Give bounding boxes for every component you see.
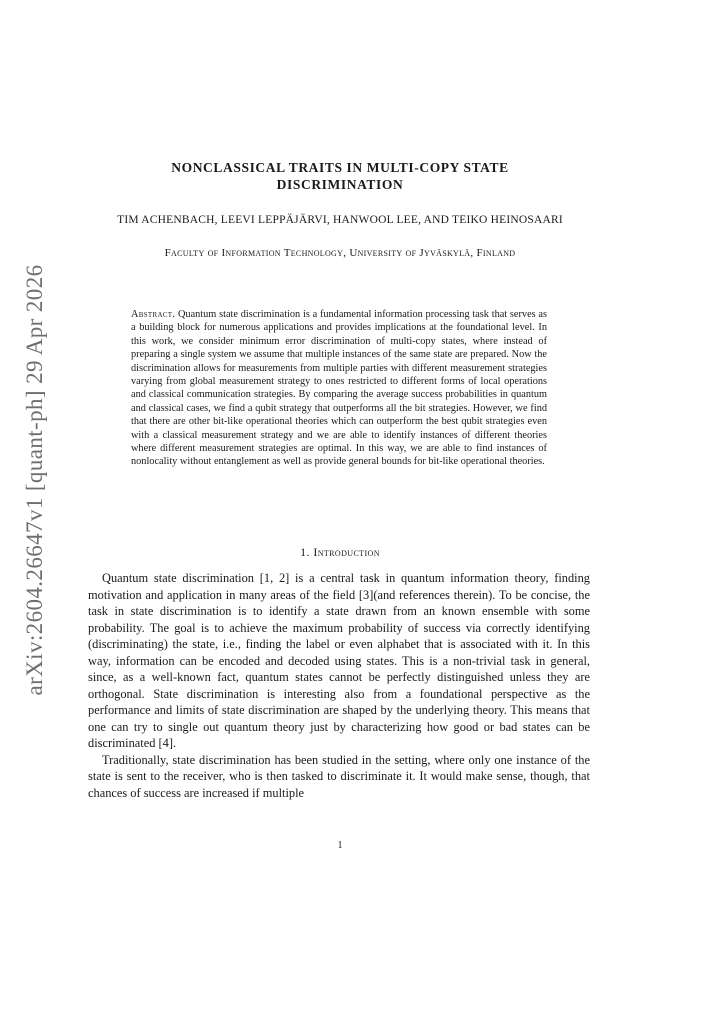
section-heading — [60, 545, 620, 560]
arxiv-identifier — [20, 264, 50, 696]
section-number: 1. — [300, 545, 310, 559]
abstract — [131, 308, 547, 469]
abstract-text: Quantum state discrimination is a fundamental information processing task that serves as a building block for numerous applications and provides implications at the foundational level. In this work, we consider minimum error discrimination of multi-copy states, where instead of preparing a single system we assume that multiple instances of the same state are prepared. Now the discrimination allows for measurements from multiple parties with different measurement strategies varying from global measurement strategy to ones restricted to different forms of local operations and classical communication strategies. By comparing the average success probabilities in quantum and classical cases, we find a qubit strategy that outperforms all the bit strategies. However, we find that there are other bit-like operational theories which can outperform the best qubit strategies even with a classical measurement strategy and we are able to identify instances of different theories where different measurement strategies are optimal. In this way, we are able to find instances of nonlocality without entanglement as well as provide general bounds for bit-like operational theories. — [131, 309, 548, 468]
paragraph: Traditionally, state discrimination has been studied in the setting, where only one instance of the state is sent to the receiver, who is then tasked to discriminate it. It would make sense, though, that chances of success are increased if multiple — [88, 752, 590, 800]
section-title: Introduction — [313, 545, 380, 559]
arxiv-identifier-text: arXiv:2604.26647v1 [quant-ph] 29 Apr 2026 — [22, 264, 47, 696]
abstract-label: Abstract. — [131, 309, 176, 320]
paragraph: Quantum state discrimination [1, 2] is a central task in quantum information theory, finding motivation and application in many areas of the field [3](and references therein). To be concise, the task in state discrimination is to identify a state drawn from an known ensemble with some probability. The goal is to achieve the maximum probability of success via correctly identifying (discriminating) the state, i.e., finding the label or even alphabet that is associated with it. In this way, information can be encoded and decoded using states. This is a non-trivial task in general, since, as a well-known fact, quantum states cannot be perfectly distinguished unless they are orthogonal. State discrimination is interesting also from a foundational perspective as the performance and limits of state discrimination are shaped by the underlying theory. This means that one can try to single out quantum theory just by characterizing how good or bad states can be discriminated [4]. — [88, 571, 590, 750]
page-number: 1 — [337, 840, 343, 851]
paper-title: NONCLASSICAL TRAITS IN MULTI-COPY STATE DISCRIMINATION — [171, 160, 509, 192]
author-list: TIM ACHENBACH, LEEVI LEPPÄJÄRVI, HANWOOL LEE, AND TEIKO HEINOSAARI — [117, 214, 563, 226]
body-text — [88, 570, 590, 801]
affiliation: Faculty of Information Technology, University of Jyväskylä, Finland — [164, 247, 516, 259]
